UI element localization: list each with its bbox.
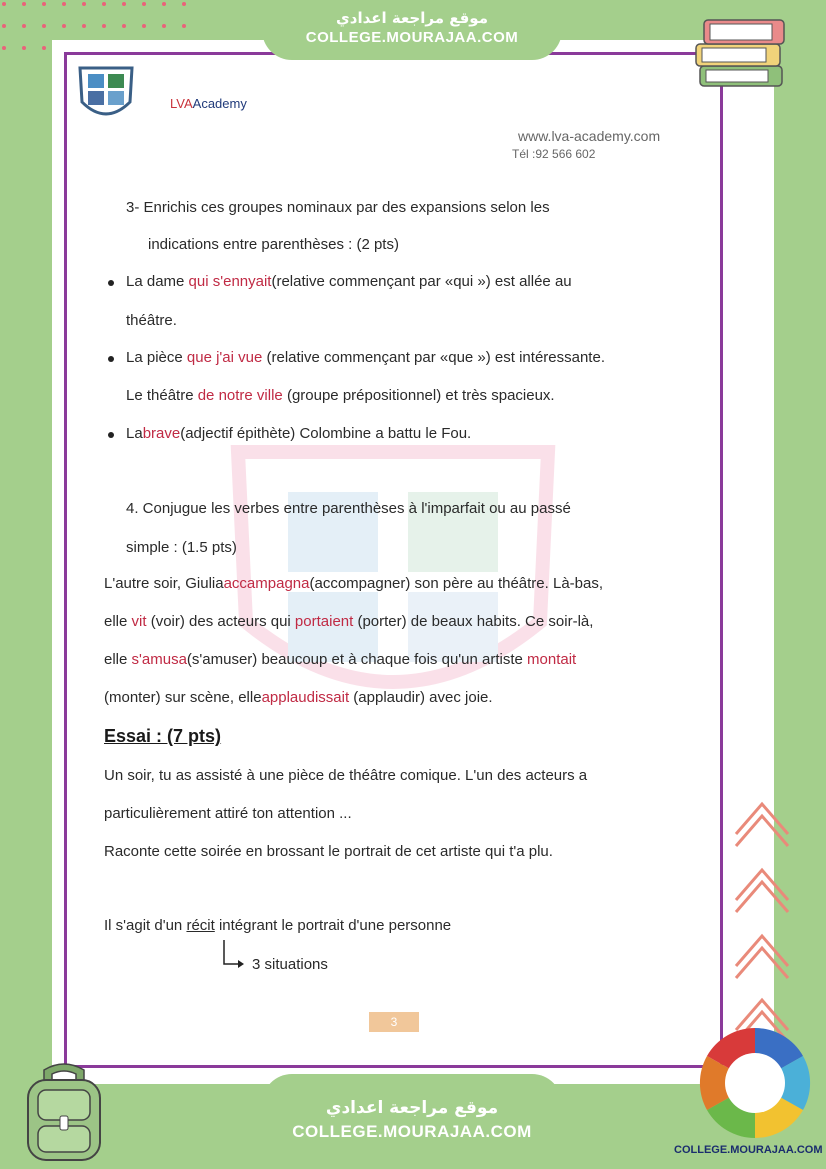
- header-site-arabic: موقع مراجعة اعدادي: [336, 9, 488, 27]
- essai-situations: 3 situations: [252, 956, 328, 973]
- footer-site-arabic: موقع مراجعة اعدادي: [325, 1098, 499, 1118]
- answer-highlight: brave: [142, 425, 181, 442]
- exercise4-instruction-cont: simple : (1.5 pts): [126, 539, 237, 556]
- answer-highlight: s'amusa: [131, 651, 187, 668]
- bottom-brand-label[interactable]: COLLEGE.MOURAJAA.COM: [674, 1144, 823, 1156]
- exercise4-instruction: 4. Conjugue les verbes entre parenthèses à l'imparfait ou au passé: [126, 500, 571, 517]
- answer-highlight: portaient: [294, 613, 354, 630]
- academy-website[interactable]: www.lva-academy.com: [518, 128, 661, 144]
- exercise3-item-4: Labrave(adjectif épithète) Colombine a battu le Fou.: [126, 425, 472, 442]
- exercise4-line-3: elle s'amusa(s'amuser) beaucoup et à chaque fois qu'un artiste montait: [104, 651, 577, 668]
- chevron-up-icon: [732, 790, 792, 1050]
- exercise3-instruction-cont: indications entre parenthèses : (2 pts): [148, 236, 399, 253]
- bullet-icon: [108, 356, 114, 362]
- exercise4-line-2: elle vit (voir) des acteurs qui portaient (porter) de beaux habits. Ce soir-là,: [104, 613, 594, 630]
- essai-note: Il s'agit d'un récit intégrant le portrait d'une personne: [104, 917, 452, 934]
- exercise3-item-3: Le théâtre de notre ville (groupe prépositionnel) et très spacieux.: [126, 387, 555, 404]
- arrow-right-icon: [222, 940, 248, 970]
- books-icon: [692, 14, 790, 94]
- answer-highlight: vit: [131, 613, 147, 630]
- answer-highlight: montait: [527, 651, 577, 668]
- academy-phone: Tél :92 566 602: [512, 147, 596, 161]
- exercise3-instruction: 3- Enrichis ces groupes nominaux par des expansions selon les: [126, 199, 550, 216]
- bullet-icon: [108, 280, 114, 286]
- page-number-badge: 3: [369, 1012, 419, 1032]
- footer-banner: [262, 1074, 562, 1169]
- backpack-icon: [14, 1060, 114, 1164]
- answer-highlight: qui s'ennyait: [188, 273, 272, 290]
- bullet-icon: [108, 432, 114, 438]
- answer-highlight: applaudissait: [261, 689, 350, 706]
- mourajaa-logo-icon: [694, 1026, 816, 1140]
- header-site-url[interactable]: COLLEGE.MOURAJAA.COM: [305, 29, 519, 46]
- footer-site-url[interactable]: COLLEGE.MOURAJAA.COM: [292, 1122, 532, 1141]
- academy-logo-icon: [76, 62, 136, 128]
- essai-prompt-3: Raconte cette soirée en brossant le portrait de cet artiste qui t'a plu.: [104, 843, 553, 860]
- essai-prompt-2: particulièrement attiré ton attention ...: [104, 805, 352, 822]
- exercise4-line-4: (monter) sur scène, elleapplaudissait (applaudir) avec joie.: [104, 689, 493, 706]
- essai-heading: Essai : (7 pts): [104, 726, 222, 746]
- exercise4-line-1: L'autre soir, Giuliaaccampagna(accompagner) son père au théâtre. Là-bas,: [104, 575, 604, 592]
- answer-highlight: que j'ai vue: [186, 349, 263, 366]
- academy-name: LVAAcademy: [170, 96, 247, 111]
- exercise3-item-1-cont: théâtre.: [126, 312, 177, 329]
- header-banner: [262, 0, 562, 60]
- exercise3-item-2: La pièce que j'ai vue (relative commençant par «que ») est intéressante.: [126, 349, 605, 366]
- exercise3-item-1: La dame qui s'ennyait(relative commençant par «qui ») est allée au: [126, 273, 572, 290]
- answer-highlight: de notre ville: [197, 387, 283, 404]
- essai-prompt-1: Un soir, tu as assisté à une pièce de théâtre comique. L'un des acteurs a: [104, 767, 588, 784]
- answer-highlight: accampagna: [223, 575, 310, 592]
